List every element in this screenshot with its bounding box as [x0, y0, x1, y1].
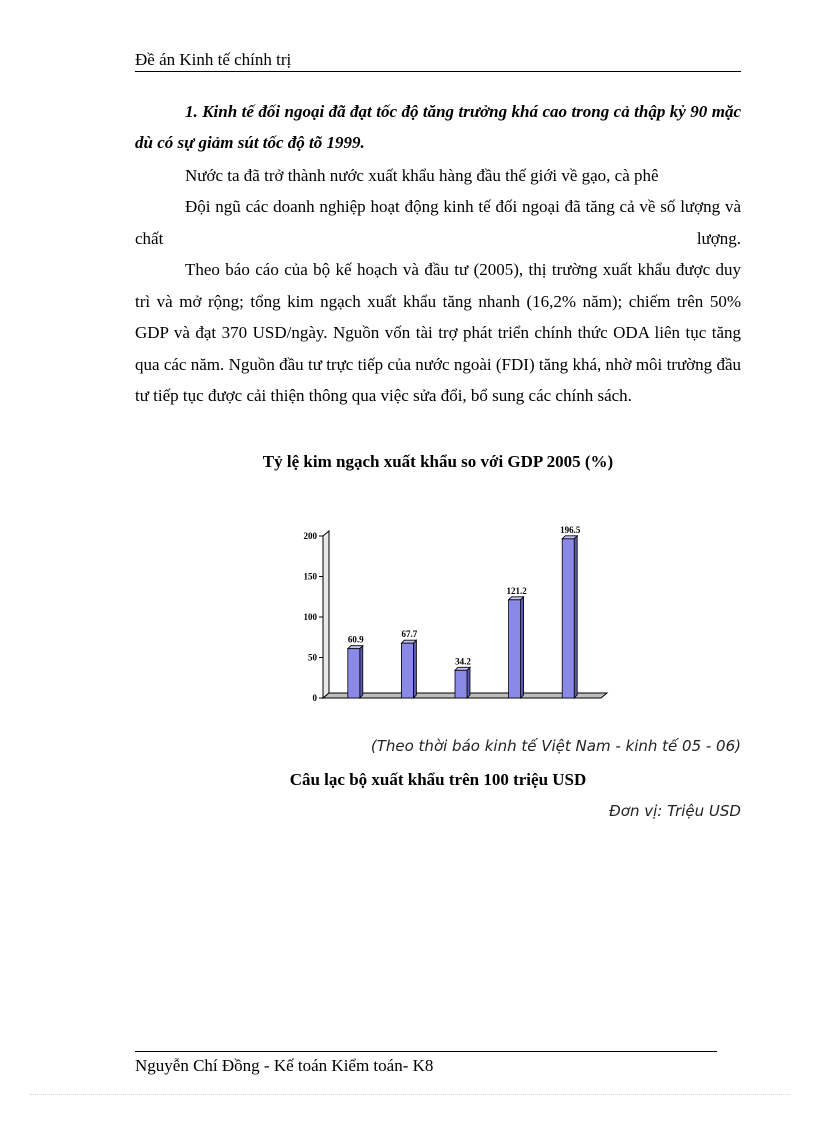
bar-side [521, 597, 524, 698]
bar-value-label: 121.2 [506, 585, 527, 596]
bar-value-label: 67.7 [401, 629, 418, 640]
bar-value-label: 196.5 [560, 524, 581, 535]
bar [401, 643, 413, 698]
paragraph-enterprises: Đội ngũ các doanh nghiệp hoạt động kinh tế đối ngoại đã tăng cả về số lượng và chất lượng. [135, 197, 741, 248]
bar-side [360, 646, 363, 698]
paragraph-rice-coffee: Nước ta đã trở thành nước xuất khẩu hàng đầu thế giới về gạo, cà phê [185, 166, 659, 185]
bar-value-label: 60.9 [347, 634, 364, 645]
bar-side [574, 536, 577, 698]
export-gdp-chart [290, 520, 630, 710]
bar [348, 649, 360, 698]
bar-side [467, 667, 470, 698]
y-tick-label: 0 [312, 693, 317, 703]
footer-divider [135, 1051, 717, 1052]
document-header: Đề án Kinh tế chính trị [135, 50, 292, 69]
bar-value-label: 34.2 [455, 656, 471, 667]
bar [562, 539, 574, 698]
unit-note: Đơn vị: Triệu USD [609, 802, 741, 820]
chart-svg [290, 520, 630, 710]
y-tick-label: 100 [303, 612, 317, 622]
page-edge-dotted-line [30, 1094, 790, 1095]
bar-side [413, 640, 416, 698]
header-divider [135, 71, 741, 72]
y-tick-label: 150 [303, 571, 317, 582]
section-heading: 1. Kinh tế đối ngoại đã đạt tốc độ tăng trưởng khá cao trong cả thập kỷ 90 mặc dù có sự giảm sút tốc độ tõ 1999. [135, 102, 741, 152]
y-tick-label: 50 [308, 652, 317, 663]
y-tick-label: 200 [303, 531, 317, 541]
paragraph-report: Theo báo cáo của bộ kế hoạch và đầu tư (2005), thị trường xuất khẩu được duy trì và mở rộng; tổng kim ngạch xuất khẩu tăng nhanh (16,2% năm); chiếm trên 50% GDP và đạt 370 USD/ngày. Nguồn vốn tài trợ phát triển chính thức ODA liên tục tăng qua các năm. Nguồn đầu tư trực tiếp của nước ngoài (FDI) tăng khá, nhờ môi trường đầu tư tiếp tục được cải thiện thông qua việc sửa đổi, bổ sung các chính sách. [135, 260, 741, 405]
chart-title: Tỷ lệ kim ngạch xuất khẩu so với GDP 2005 (%) [262, 452, 614, 471]
document-footer: Nguyễn Chí Đồng - Kế toán Kiểm toán- K8 [135, 1056, 434, 1075]
bar [509, 600, 521, 698]
y-axis-wall [323, 531, 329, 698]
bar [455, 670, 467, 698]
source-note: (Theo thời báo kinh tế Việt Nam - kinh tế 05 - 06) [370, 737, 741, 755]
club-title: Câu lạc bộ xuất khẩu trên 100 triệu USD [289, 770, 587, 789]
